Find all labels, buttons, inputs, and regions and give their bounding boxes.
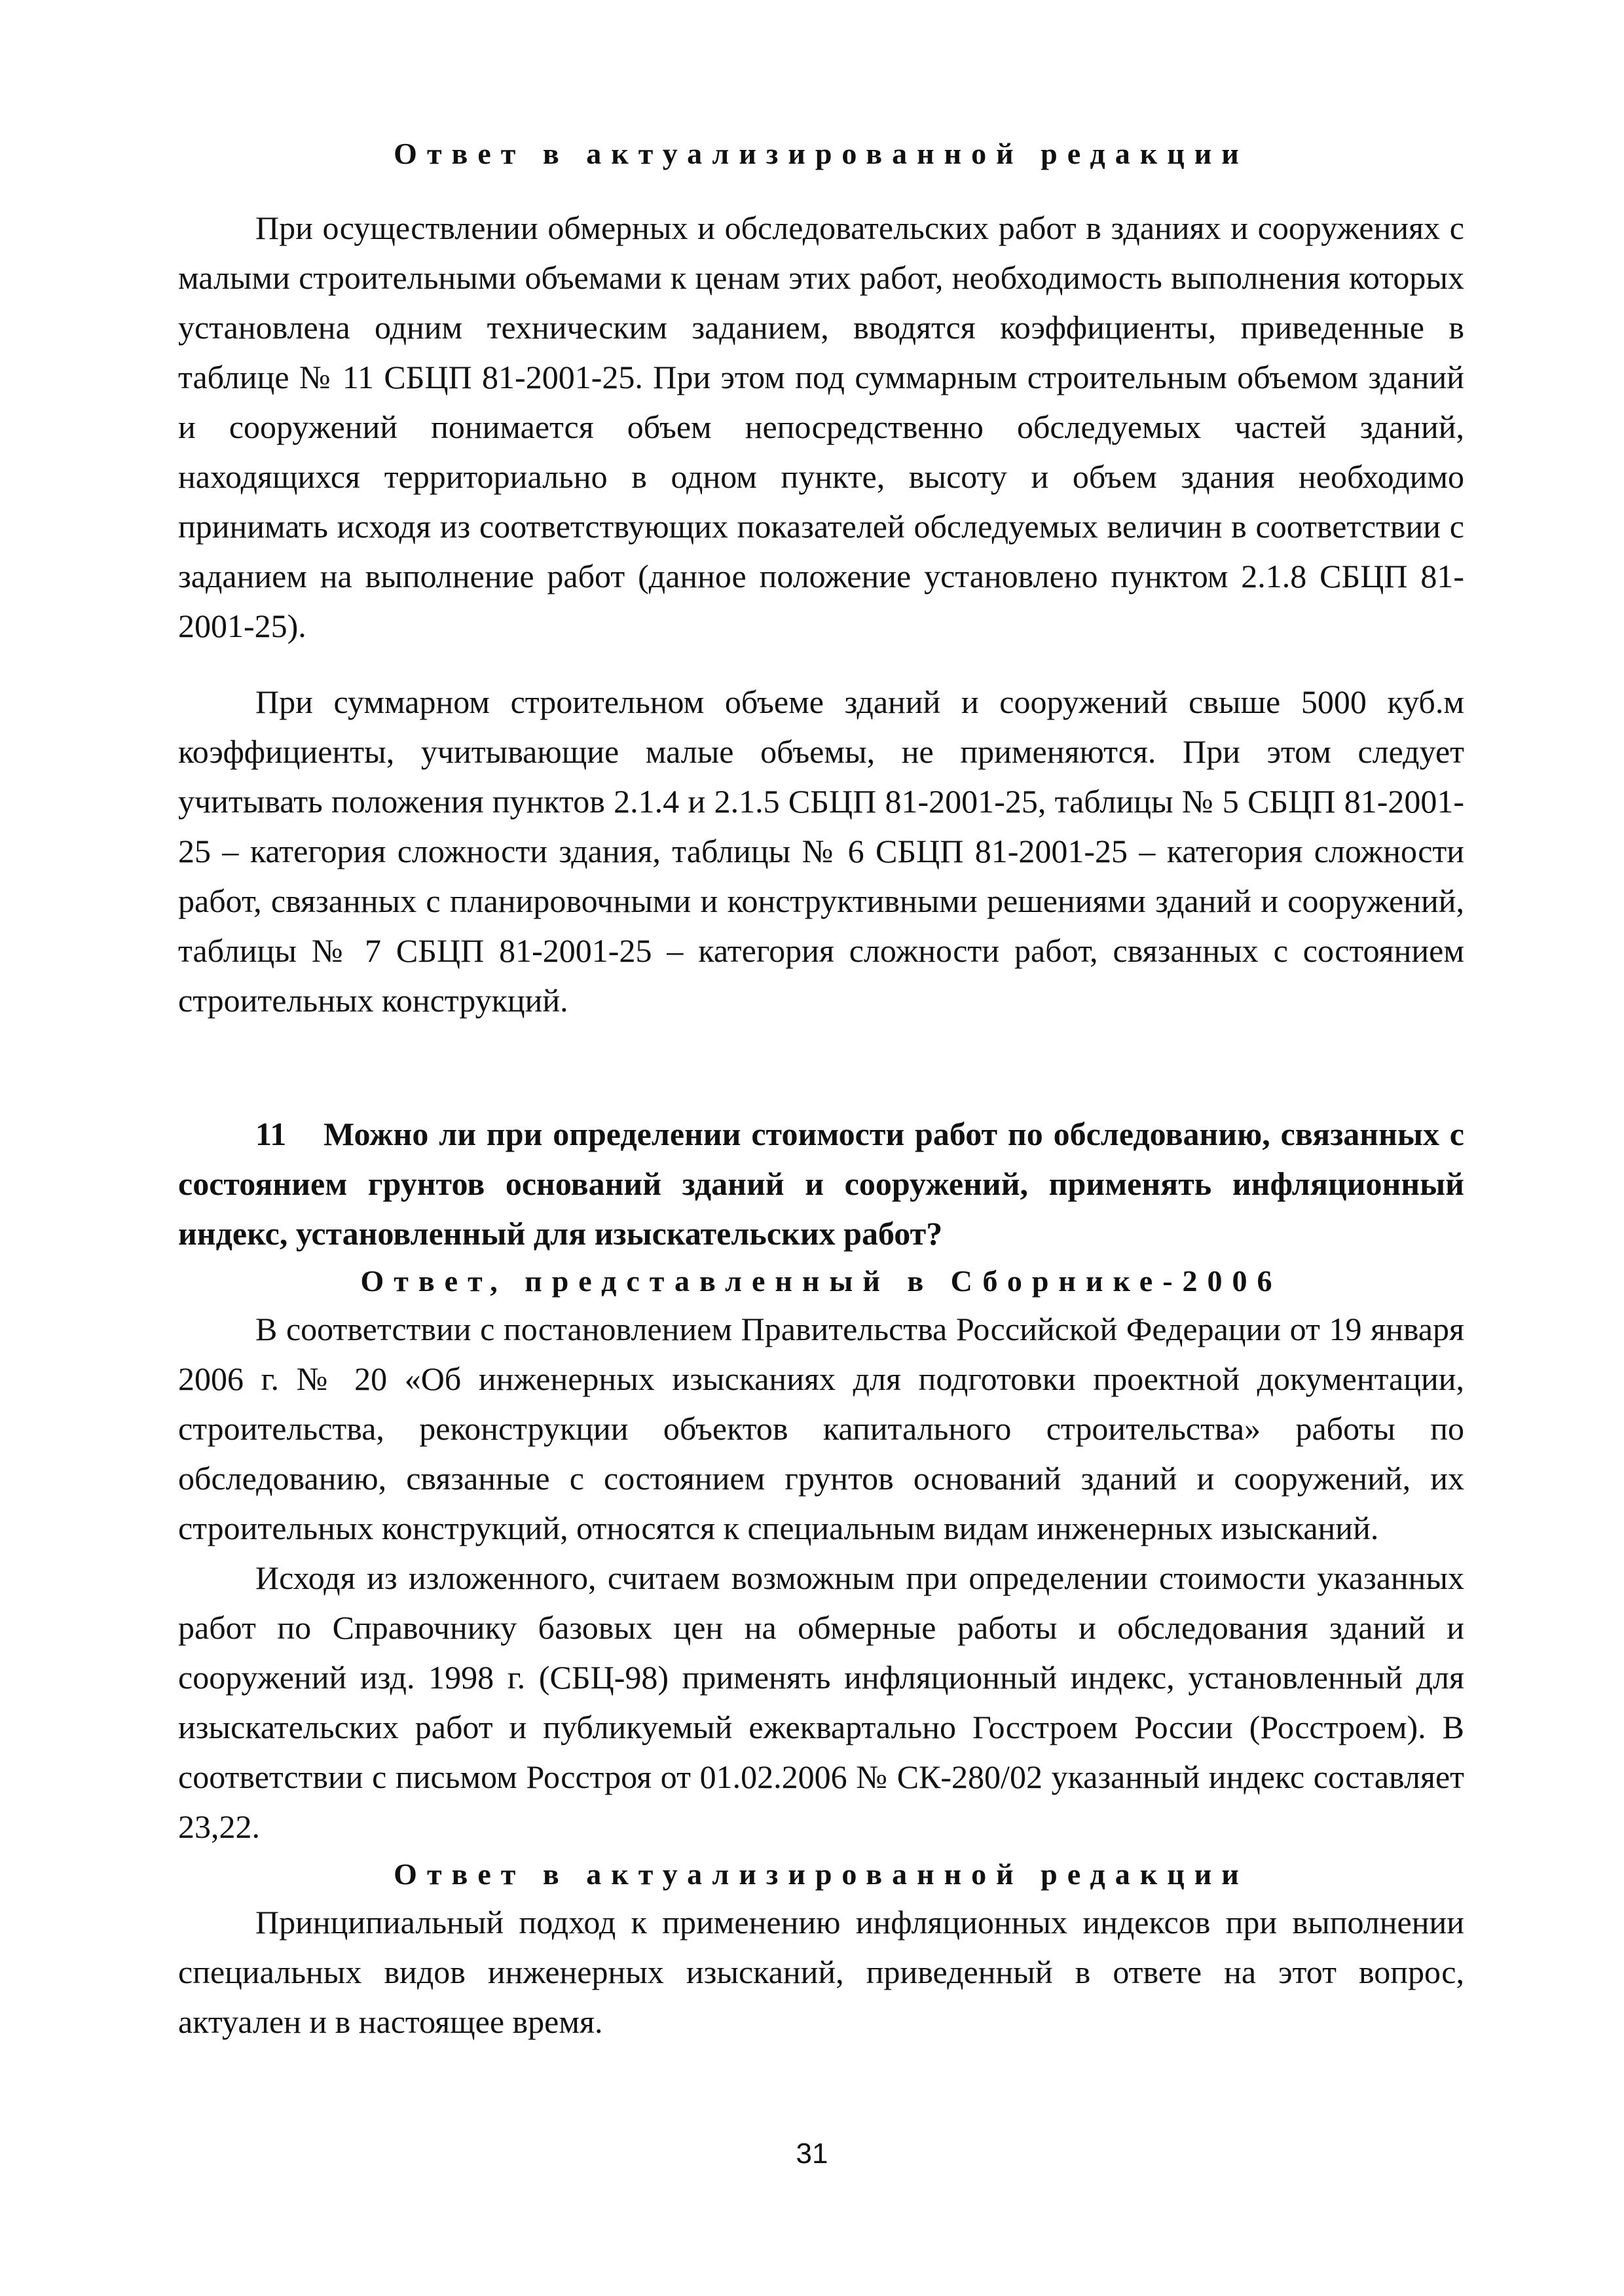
question-text: Можно ли при определении стоимости работ по обследованию, связанных с состоянием грунтов оснований зданий и сооружений, применять инфляционный индекс, установленный для изыскательских работ? [178,1116,1464,1252]
question-number: 11 [255,1116,287,1152]
section-heading-answer-2006: Ответ, представленный в Сборнике-2006 [360,1264,1282,1298]
paragraph: При осуществлении обмерных и обследовательских работ в зданиях и сооружениях с малыми строительными объемами к ценам этих работ, необходимость выполнения которых установлена одним техническим заданием, вводятся коэффициенты, приведенные в таблице № 11 СБЦП 81-2001-25. При этом под суммарным строительным объемом зданий и сооружений понимается объем непосредственно обследуемых частей зданий, находящихся территориально в одном пункте, высоту и объем здания необходимо принимать исходя из соответствующих показателей обследуемых величин в соответствии с заданием на выполнение работ (данное положение установлено пунктом 2.1.8 СБЦП 81-2001-25). [178,210,1464,644]
spacer [178,651,1464,677]
paragraph: При суммарном строительном объеме зданий и сооружений свыше 5000 куб.м коэффициенты, учитывающие малые объемы, не применяются. При этом следует учитывать положения пунктов 2.1.4 и 2.1.5 СБЦП 81-2001-25, таблицы № 5 СБЦП 81-2001-25 – категория сложности здания, таблицы № 6 СБЦП 81-2001-25 – категория сложности работ, связанных с планировочными и конструктивными решениями зданий и сооружений, таблицы № 7 СБЦП 81-2001-25 – категория сложности работ, связанных с состоянием строительных конструкций. [178,683,1464,1019]
paragraph: Принципиальный подход к применению инфляционных индексов при выполнении специальных видов инженерных изысканий, приведенный в ответе на этот вопрос, актуален и в настоящее время. [178,1904,1464,2040]
document-page [178,131,1464,2047]
section-heading-updated-answer: Ответ в актуализированной редакции [394,1857,1249,1891]
question-block [178,1109,1464,1258]
spacer [178,177,1464,203]
paragraph: Исходя из изложенного, считаем возможным при определении стоимости указанных работ по Справочнику базовых цен на обмерные работы и обследования зданий и сооружений изд. 1998 г. (СБЦ-98) применять инфляционный индекс, установленный для изыскательских работ и публикуемый ежеквартально Госстроем России (Росстроем). В соответствии с письмом Росстроя от 01.02.2006 № СК-280/02 указанный индекс составляет 23,22. [178,1559,1464,1845]
section-heading-updated-answer: Ответ в актуализированной редакции [394,137,1249,170]
paragraph: В соответствии с постановлением Правительства Российской Федерации от 19 января 2006 г. № 20 «Об инженерных изысканиях для подготовки проектной документации, строительства, реконструкции объектов капитального строительства» работы по обследованию, связанные с состоянием грунтов оснований зданий и сооружений, их строительных конструкций, относятся к специальным видам инженерных изысканий. [178,1311,1464,1546]
page-number: 31 [796,2138,828,2170]
spacer [178,1025,1464,1109]
